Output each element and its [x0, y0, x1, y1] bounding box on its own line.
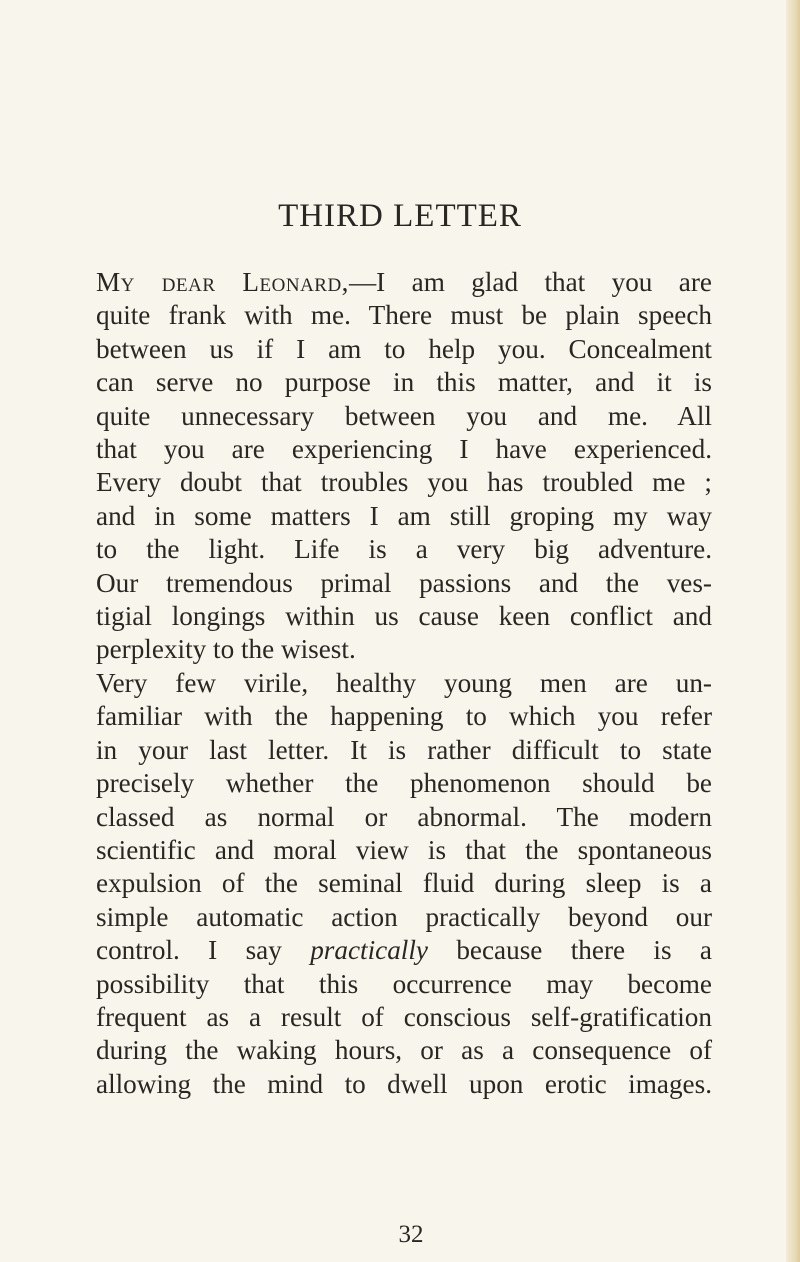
text-line: possibility that this occurrence may become — [96, 968, 712, 999]
text-line: and in some matters I am still groping my way — [96, 500, 712, 531]
text-line: allowing the mind to dwell upon erotic images. — [96, 1068, 712, 1099]
salutation: My dear Leonard, — [96, 267, 349, 297]
text-line: precisely whether the phenomenon should be — [96, 768, 712, 799]
page-edge-shadow — [786, 0, 800, 1262]
text-line: perplexity to the wisest. — [96, 634, 356, 665]
text-line: during the waking hours, or as a consequence of — [96, 1035, 712, 1066]
emphasis-word: practically — [310, 935, 428, 966]
text-line: to the light. Life is a very big adventure. — [96, 534, 712, 565]
text-line: simple automatic action practically beyond our — [96, 901, 712, 932]
text-line: frequent as a result of conscious self-gratification — [96, 1001, 712, 1032]
text-line: expulsion of the seminal fluid during sleep is a — [96, 868, 712, 899]
chapter-heading: THIRD LETTER — [278, 198, 522, 234]
text-line: tigial longings within us cause keen conflict and — [96, 601, 712, 632]
text-line: Every doubt that troubles you has troubled me ; — [96, 467, 712, 498]
page-number: 32 — [398, 1221, 424, 1248]
text-line: Our tremendous primal passions and the ves- — [96, 567, 712, 598]
text-line: in your last letter. It is rather difficult to state — [96, 734, 712, 765]
text-line: scientific and moral view is that the spontaneous — [96, 834, 712, 865]
text-line: control. I say practically because there is a — [96, 935, 712, 966]
text-line: that you are experiencing I have experienced. — [96, 434, 712, 465]
text-line: quite unnecessary between you and me. All — [96, 400, 712, 431]
text-line: between us if I am to help you. Concealment — [96, 333, 712, 364]
text-line: My dear Leonard,—I am glad that you are — [96, 267, 712, 297]
text-line: classed as normal or abnormal. The modern — [96, 801, 712, 832]
letter-body — [96, 266, 712, 1101]
text-line: familiar with the happening to which you refer — [96, 701, 712, 732]
text-line: can serve no purpose in this matter, and it is — [96, 367, 712, 398]
text-line: quite frank with me. There must be plain speech — [96, 300, 712, 331]
text-line: Very few virile, healthy young men are un- — [96, 667, 712, 698]
